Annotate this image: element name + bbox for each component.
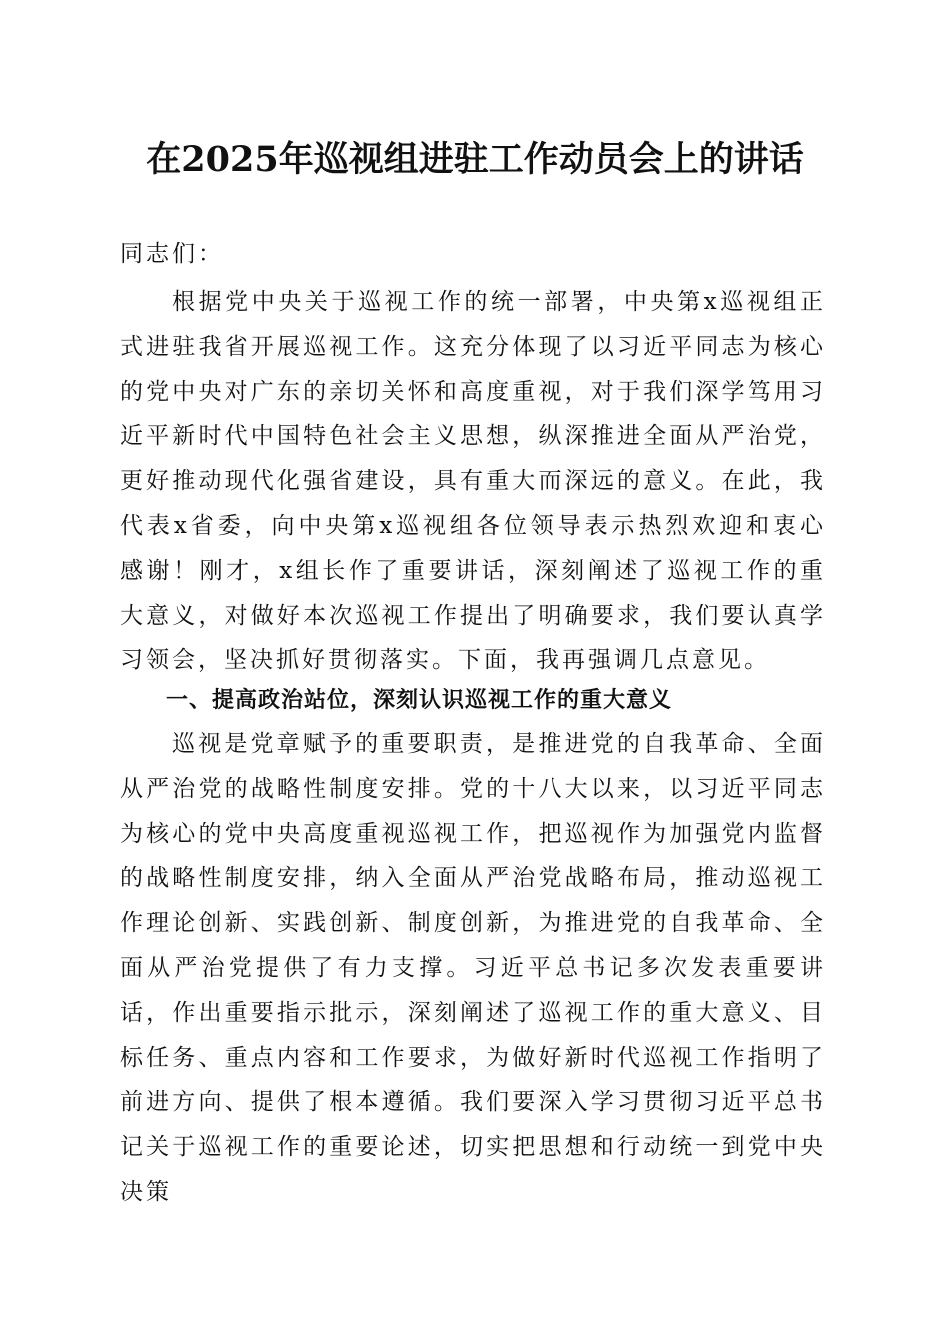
document-title: 在2025年巡视组进驻工作动员会上的讲话 [146,139,804,180]
section-heading-1: 一、提高政治站位，深刻认识巡视工作的重大意义 [166,688,673,713]
salutation: 同志们： [120,241,224,267]
paragraph-section-1: 巡视是党章赋予的重要职责，是推进党的自我革命、全面从严治党的战略性制度安排。党的十八大以来，以习近平同志为核心的党中央高度重视巡视工作，把巡视作为加强党内监督的战略性制度安排，纳入全面从严治党战略布局，推动巡视工作理论创新、实践创新、制度创新，为推进党的自我革命、全面从严治党提供了有力支撑。习近平总书记多次发表重要讲话，作出重要指示批示，深刻阐述了巡视工作的重大意义、目标任务、重点内容和工作要求，为做好新时代巡视工作指明了前进方向、提供了根本遵循。我们要深入学习贯彻习近平总书记关于巡视工作的重要论述，切实把思想和行动统一到党中央决策 [120,731,826,1205]
paragraph-intro: 根据党中央关于巡视工作的统一部署，中央第x巡视组正式进驻我省开展巡视工作。这充分体现了以习近平同志为核心的党中央对广东的亲切关怀和高度重视，对于我们深学笃用习近平新时代中国特色社会主义思想，纵深推进全面从严治党，更好推动现代化强省建设，具有重大而深远的意义。在此，我代表x省委，向中央第x巡视组各位领导表示热烈欢迎和衷心感谢！刚才，x组长作了重要讲话，深刻阐述了巡视工作的重大意义，对做好本次巡视工作提出了明确要求，我们要认真学习领会，坚决抓好贯彻落实。下面，我再强调几点意见。 [120,289,826,674]
